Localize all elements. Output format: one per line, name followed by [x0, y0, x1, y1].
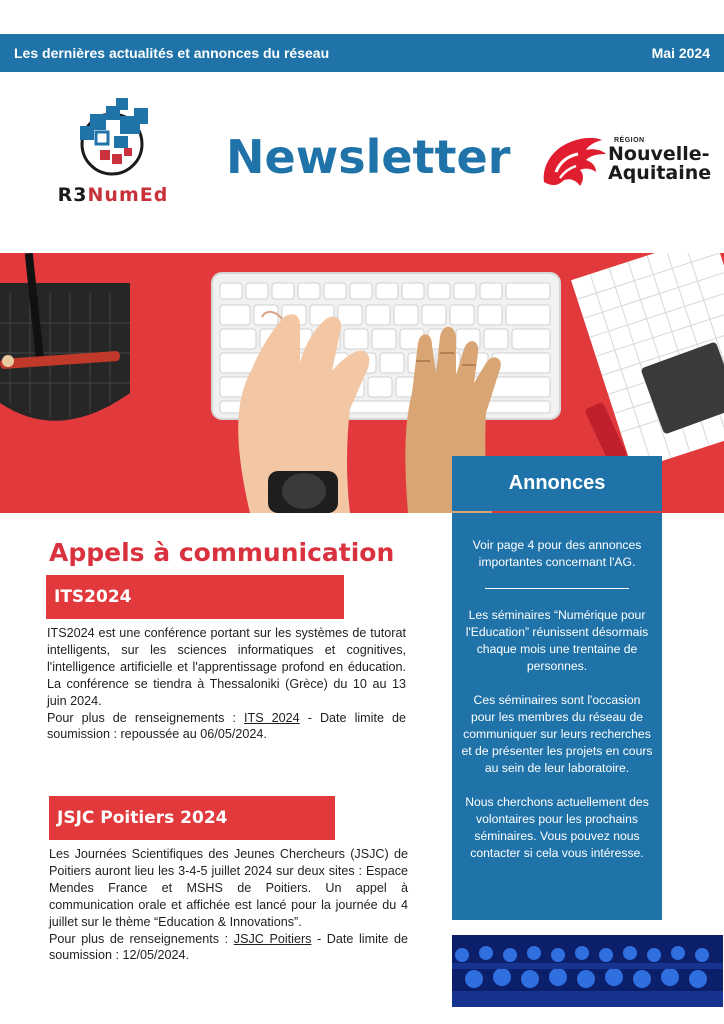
jsjc-link[interactable]: JSJC Poitiers: [233, 931, 312, 946]
annonces-paragraph: Les séminaires “Numérique pour l'Education” réunissent désormais chaque mois une trentaine de personnes.: [465, 608, 649, 673]
its2024-body: ITS2024 est une conférence portant sur les systèmes de tutorat intelligents, sur les sciences informatiques et cognitives, l'intelligence artificielle et l'apprentissage profond en éducation. La conférence se tiendra à Thessaloniki (Grèce) du 10 au 13 juin 2024. Pour plus de renseignements : ITS 2024 - Date limite de soumission : repoussée au 06/05/2024.: [47, 626, 407, 742]
region-small-label: RÉGION: [614, 137, 645, 144]
jsjc-heading: JSJC Poitiers 2024: [49, 796, 335, 840]
r3numed-logo-text: R3NumEd: [57, 184, 169, 206]
header-tagline: Les dernières actualités et annonces du réseau: [14, 45, 330, 61]
section-title: Appels à communication: [49, 538, 395, 567]
audience-illustration: [452, 935, 723, 1007]
region-logo: [536, 132, 712, 194]
its2024-heading: ITS2024: [46, 575, 344, 619]
lion-icon: [536, 132, 610, 194]
audience-image: [452, 935, 723, 1007]
jsjc-body: Les Journées Scientifiques des Jeunes Chercheurs (JSJC) de Poitiers auront lieu les 3-4-5 juillet 2024 sur deux sites : Espace Mendes France et MSHS de Poitiers. Un appel à communication orale et affichée est lancé pour la journée du 4 juillet sur le thème “Education & Innovations”. Pour plus de renseignements : JSJC Poitiers - Date limite de soumission : 12/05/2024.: [49, 847, 408, 963]
region-name: Nouvelle- Aquitaine: [608, 143, 712, 184]
r3numed-logo-mark: [50, 96, 176, 184]
its2024-link[interactable]: ITS 2024: [244, 710, 300, 725]
newsletter-title: Newsletter: [226, 130, 511, 184]
annonces-paragraph: Ces séminaires sont l'occasion pour les membres du réseau de communiquer sur leurs recherches et de présenter les projets en cours au sein de leur laboratoire.: [461, 693, 653, 775]
annonces-paragraph: Voir page 4 pour des annonces importantes concernant l'AG.: [472, 538, 642, 569]
annonces-paragraph: Nous cherchons actuellement des volontaires pour les prochains séminaires. Vous pouvez nous contacter si cela vous intéresse.: [465, 795, 649, 860]
r3numed-logo: [50, 96, 176, 208]
issue-date: Mai 2024: [651, 45, 710, 61]
annonces-panel: [452, 513, 662, 920]
header-bar: [0, 34, 724, 72]
annonces-divider: [485, 588, 629, 589]
annonces-title: Annonces: [452, 456, 662, 511]
